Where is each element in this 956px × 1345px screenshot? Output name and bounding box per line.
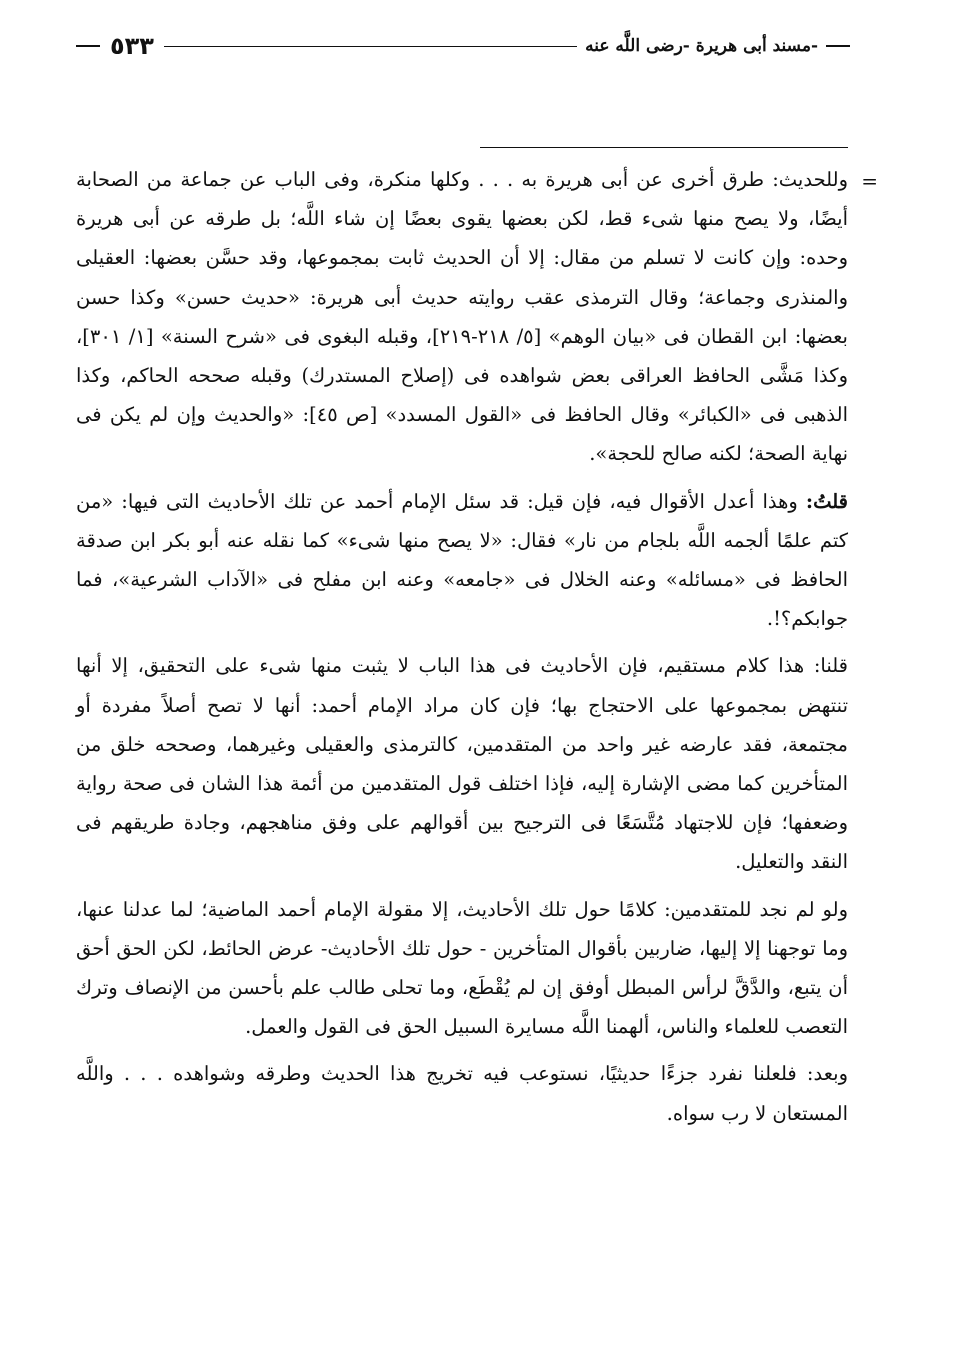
paragraph-4 [76,890,848,1047]
paragraph-2 [76,482,848,639]
paragraph-3 [76,646,848,881]
header-rule [164,46,577,47]
footnote-body [76,160,878,1141]
header-dash-right [826,45,850,47]
paragraph-text: وبعد: فلعلنا نفرد جزءًا حديثيًا، نستوعب فيه تخريج هذا الحديث وطرقه وشواهده . . . واللَّه المستعان لا رب سواه. [76,1062,848,1125]
paragraph-text: وهذا أعدل الأقوال فيه، فإن قيل: قد سئل الإمام أحمد عن تلك الأحاديث التى فيها: «من كتم علمًا ألجمه اللَّه بلجام من نار» فقال: «لا يصح منها شىء» كما نقله عنه أبو بكر ابن صدقة الحافظ فى «مسائله» وعنه الخلال فى «جامعه» وعنه ابن مفلح فى «الآداب الشرعية»، فما جوابكم؟!. [76,489,848,631]
page-number: ٥٣٣ [110,32,154,60]
paragraph-text: قلنا: هذا كلام مستقيم، فإن الأحاديث فى هذا الباب لا يثبت منها شىء على التحقيق، إلا أنها تنتهض بمجموعها على الاحتجاج بها؛ فإن كان مراد الإمام أحمد: أنها لا تصح أصلاً مفردة أو مجتمعة، فقد عارضه غير واحد من المتقدمين، كالترمذى والعقيلى وغيرهما، وصححه خلق من المتأخرين كما مضى الإشارة إليه، فإذا اختلف قول المتقدمين من أئمة هذا الشان فى صحة رواية وضعفها؛ فإن للاجتهاد مُتَّسَعًا فى الترجيح بين أقوالهم على وفق مناهجهم، وجادة طريقهم فى النقد والتعليل. [76,654,848,874]
paragraph-1 [76,160,878,474]
paragraph-lead: قلتُ: [805,489,848,513]
running-title: مسند أبى هريرة -رضى اللَّه عنه- [585,36,818,56]
paragraph-5 [76,1054,848,1132]
header-dash-left [76,45,100,47]
paragraph-text: ولو لم نجد للمتقدمين: كلامًا حول تلك الأحاديث، إلا مقولة الإمام أحمد الماضية؛ لما عدلنا عنها، وما توجهنا إلا إليها، ضاربين بأقوال المتأخرين - حول تلك الأحاديث- عرض الحائط، لكن الحق أحق أن يتبع، والدَّقَّ لرأس المبطل أوفق إن لم يُقْطَع، وما تحلى طالب علم بأحسن من الإنصاف وترك التعصب للعلماء والناس، ألهمنا اللَّه مسايرة السبيل الحق فى القول والعمل. [76,897,848,1039]
continuation-mark: = [861,169,878,193]
footnote-separator [480,147,848,148]
page-header [76,30,850,62]
paragraph-text: وللحديث: طرق أخرى عن أبى هريرة به . . . وكلها منكرة، وفى الباب عن جماعة من الصحابة أيضًا، ولا يصح منها شىء قط، لكن بعضها يقوى بعضًا إن شاء اللَّه؛ بل طرقه عن أبى هريرة وحده: وإن كانت لا تسلم من مقال: إلا أن الحديث ثابت بمجموعها، وقد حسَّن بعضها: العقيلى والمنذرى وجماعة؛ وقال الترمذى عقب روايته حديث أبى هريرة: «حديث حسن» وكذا حسن بعضها: ابن القطان فى «بيان الوهم» [٥/ ٢١٨-٢١٩]، وقبله البغوى فى «شرح السنة» [١/ ٣٠١]، وكذا مَشَّى الحافظ العراقى بعض شواهده فى (إصلاح المستدرك) وقبله صححه الحاكم، وكذا الذهبى فى «الكبائر» وقال الحافظ فى «القول المسدد» [ص ٤٥]: «والحديث وإن لم يكن فى نهاية الصحة؛ لكنه صالح للحجة». [76,168,848,466]
